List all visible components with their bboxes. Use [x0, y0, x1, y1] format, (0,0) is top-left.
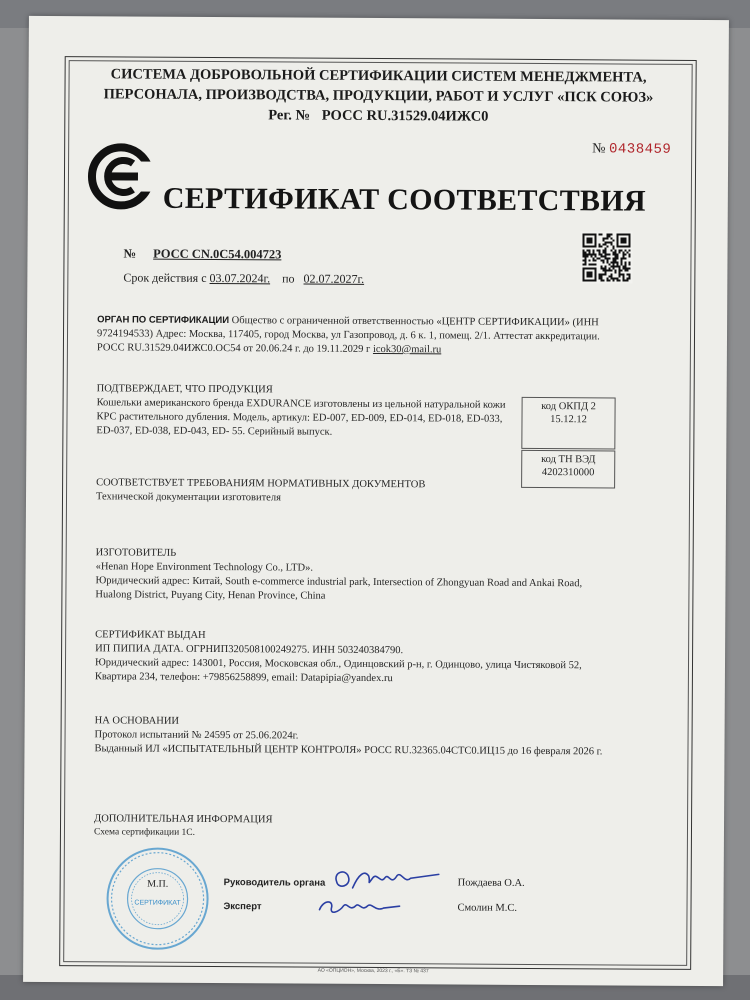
norms-text: Технической документации изготовителя	[95, 491, 281, 504]
registration-value: РОСС RU.31529.04ИЖС0	[321, 107, 489, 125]
header-line-1: СИСТЕМА ДОБРОВОЛЬНОЙ СЕРТИФИКАЦИИ СИСТЕМ МЕНЕДЖМЕНТА,	[110, 66, 647, 86]
stamp-ring-text: СЕРТИФИКАТ	[134, 899, 181, 907]
product-label: ПОДТВЕРЖДАЕТ, ЧТО ПРОДУКЦИЯ	[96, 383, 273, 396]
tnved-value: 4202310000	[541, 467, 595, 479]
registration-label: Рег. №	[268, 107, 311, 124]
manufacturer-address: Юридический адрес: Китай, South e-commerce industrial park, Intersection of Zhongyuan Road and Ankai Road, Hualong District, Puyang City, Henan Province, China	[95, 575, 583, 602]
basis-line-1: Протокол испытаний № 24595 от 25.06.2024г.	[94, 729, 299, 742]
issued-to-line-1: ИП ПИПИА ДАТА. ОГРНИП320508100249275. ИНН 503240384790.	[95, 643, 404, 657]
additional-info-label: ДОПОЛНИТЕЛЬНАЯ ИНФОРМАЦИЯ	[94, 813, 273, 826]
issued-to-details	[95, 642, 615, 687]
expert-signature-label: Эксперт	[223, 901, 262, 913]
tnved-label: код ТН ВЭД	[541, 454, 596, 466]
certification-body-section	[97, 313, 617, 358]
okpd-label: код ОКПД 2	[541, 401, 596, 413]
okpd-value: 15.12.12	[550, 414, 587, 426]
norms-label: СООТВЕТСТВУЕТ ТРЕБОВАНИЯМ НОРМАТИВНЫХ ДОКУМЕНТОВ	[96, 477, 426, 491]
tnved-code-box	[521, 450, 615, 489]
certification-body-label: ОРГАН ПО СЕРТИФИКАЦИИ	[97, 314, 230, 327]
seal-stamp-icon	[93, 844, 222, 953]
certificate-number-label: №	[123, 246, 137, 261]
certificate-number-value: РОСС CN.0C54.004723	[153, 246, 282, 262]
manufacturer-details	[95, 560, 615, 605]
certification-body-email: icok30@mail.ru	[372, 343, 442, 356]
basis-line-2: Выданный ИЛ «ИСПЫТАТЕЛЬНЫЙ ЦЕНТР КОНТРОЛЯ» РОСС RU.32365.04СТС0.ИЦ15 до 16 февраля 2026 г.	[94, 743, 603, 758]
issued-to-line-2: Юридический адрес: 143001, Россия, Московская обл., Одинцовский р-н, г. Одинцово, улица Чистяковой 52, Квартира 234, телефон: +79856258899, email: Datapipia@yandex.ru	[94, 657, 582, 685]
header-line-2: ПЕРСОНАЛА, ПРОИЗВОДСТВА, ПРОДУКЦИИ, РАБОТ И УСЛУГ «ПСК СОЮЗ»	[103, 86, 654, 106]
validity-to: 02.07.2027г.	[303, 271, 365, 286]
qr-code-icon	[580, 231, 632, 283]
serial-label: №	[592, 141, 606, 157]
manufacturer-label: ИЗГОТОВИТЕЛЬ	[95, 547, 177, 559]
validity-prefix: Срок действия с	[123, 270, 207, 285]
okpd-code-box	[521, 397, 615, 450]
issued-to-label: СЕРТИФИКАТ ВЫДАН	[95, 629, 206, 641]
head-signature-label: Руководитель органа	[223, 877, 326, 889]
certification-body-text: Общество с ограниченной ответственностью «ЦЕНТР СЕРТИФИКАЦИИ» (ИНН 9724194533) Адрес: Москва, 117405, город Москва, ул Газопровод, д. 6 к. 1, помещ. 2/1. Аттестат аккредитации. РОСС RU.31529.04ИЖС0.ОС54 от 20.06.24 г. до 19.11.2029 г	[96, 315, 600, 355]
basis-label: НА ОСНОВАНИИ	[94, 715, 180, 727]
manufacturer-name: «Henan Hope Environment Technology Co., LTD».	[95, 561, 314, 574]
serial-value: 0438459	[608, 141, 672, 158]
basis-details	[94, 728, 614, 759]
document-title: СЕРТИФИКАТ СООТВЕТСТВИЯ	[162, 181, 647, 218]
blank-serial-number	[592, 141, 671, 157]
head-name: Пождаева О.А.	[457, 877, 525, 889]
head-signature-icon	[329, 864, 444, 895]
expert-name: Смолин М.С.	[457, 902, 518, 914]
expert-signature-icon	[313, 894, 403, 921]
certification-system-header	[88, 64, 668, 128]
conformity-mark-logo-icon	[86, 141, 156, 211]
stamp-mp-label: М.П.	[147, 878, 169, 890]
certificate-number	[123, 246, 281, 262]
validity-mid: по	[282, 271, 295, 286]
additional-info-text: Схема сертификации 1С.	[93, 827, 196, 838]
print-footer: АО «ОПЦИОН», Москва, 2023 г., «Б». ТЗ № 437	[317, 967, 429, 975]
registration-line	[88, 104, 668, 128]
validity-from: 03.07.2024г.	[209, 270, 271, 286]
certificate-document	[23, 16, 729, 986]
validity-period	[123, 270, 364, 286]
product-description: Кошельки американского бренда EXDURANCE изготовлены из цельной натуральной кожи КРС растительного дубления. Модель, артикул: ED-007, ED-009, ED-014, ED-018, ED-033, ED-037, ED-038, ED-043, ED- 55. Серийный выпуск.	[96, 397, 506, 438]
